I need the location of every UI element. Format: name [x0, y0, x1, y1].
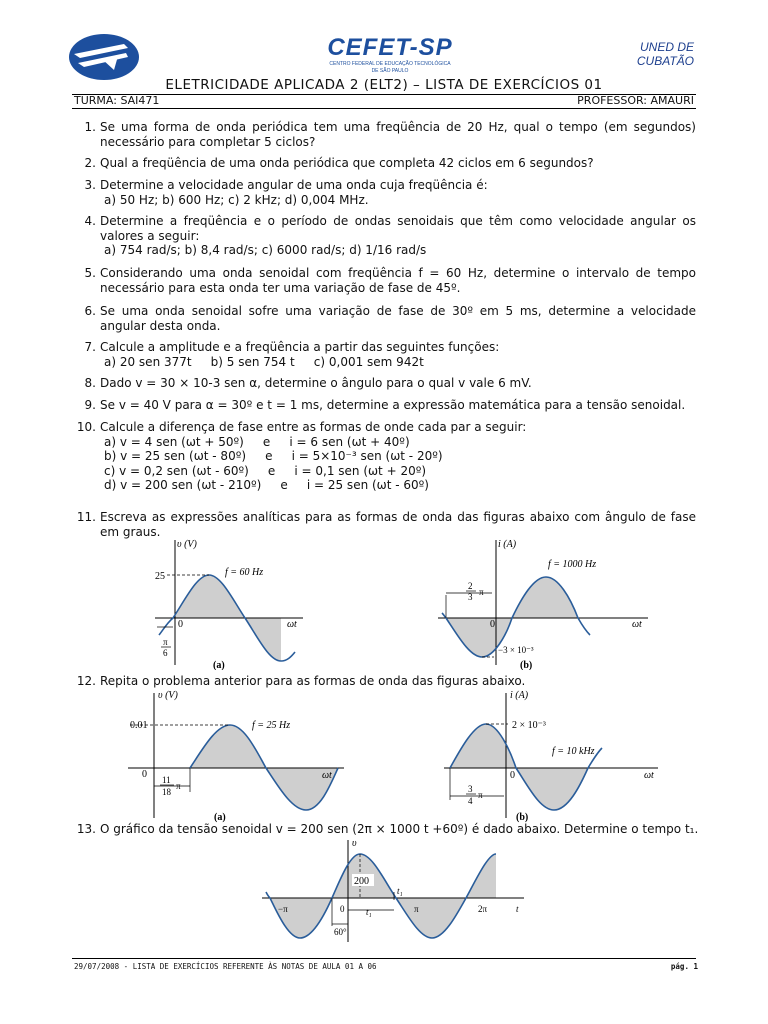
institution-wordmark: [300, 36, 480, 74]
frequency-label: f = 10 kHz: [552, 746, 595, 757]
question-number: 3.: [84, 178, 96, 192]
origin-label: 0: [178, 619, 183, 630]
frequency-label: f = 1000 Hz: [548, 559, 597, 570]
header-rule-bottom: [72, 108, 696, 109]
question-number: 5.: [84, 266, 96, 280]
amplitude-label: 0.01: [130, 720, 148, 731]
figure-13: [256, 836, 528, 948]
unit-line-1: UNED DE: [639, 40, 694, 54]
phase-numerator: 11: [162, 775, 171, 785]
frequency-label: f = 25 Hz: [252, 720, 291, 731]
question-number: 4.: [84, 214, 96, 228]
question-number: 6.: [84, 304, 96, 318]
page-number: pág. 1: [670, 962, 698, 971]
question-text: Qual a freqüência de uma onda periódica que completa 42 ciclos em 6 segundos?: [100, 156, 594, 170]
frequency-label: f = 60 Hz: [225, 567, 264, 578]
class-label: TURMA: SAI471: [74, 94, 160, 107]
y-axis-label: i (A): [498, 539, 517, 550]
question-text: Determine a velocidade angular de uma onda cuja freqüência é: a) 50 Hz; b) 600 Hz; c) 2 kHz; d) 0,004 MHz.: [100, 178, 488, 207]
figure-12b: [440, 688, 662, 823]
figure-12a: [126, 688, 346, 823]
figure-caption: (b): [520, 660, 533, 670]
question-number: 11.: [76, 510, 96, 524]
amplitude-label: 200: [354, 876, 369, 887]
x-axis-label: ωt: [287, 619, 297, 630]
x-axis-label: ωt: [322, 770, 332, 781]
question-text: O gráfico da tensão senoidal v = 200 sen (2π × 1000 t +60º) é dado abaixo. Determine o tempo t₁.: [100, 822, 699, 836]
phase-label: 60°: [334, 927, 347, 937]
question-text: Escreva as expressões analíticas para as formas de onda das figuras abaixo com ângulo de fase em graus.: [100, 510, 696, 539]
page-footer: [74, 962, 698, 971]
page-title: ELETRICIDADE APLICADA 2 (ELT2) – LISTA DE EXERCÍCIOS 01: [165, 77, 603, 93]
unit-line-2: CUBATÃO: [636, 54, 694, 68]
phase-denominator: 6: [163, 648, 168, 658]
question-text: Se uma onda senoidal sofre uma variação de fase de 30º em 5 ms, determine a velocidade angular desta onda.: [100, 304, 696, 333]
two-pi-label: 2π: [478, 904, 488, 914]
question-text: Calcule a diferença de fase entre as formas de onde cada par a seguir: a) v = 4 sen (ωt + 50º) e i = 6 sen (ωt + 40º) b) v = 25 sen (ωt - 80º) e i = 5×10⁻³ sen (ωt - 20º) c) v = 0,2 sen (ωt - 60º) e i = 0,1 sen (ωt + 20º) d) v = 200 sen (ωt - 210º) e i = 25 sen (ωt - 60º): [100, 420, 527, 493]
figure-caption: (a): [214, 812, 226, 823]
phase-pi: π: [479, 587, 484, 597]
origin-label: 0: [490, 619, 495, 630]
question-text: Determine a freqüência e o período de ondas senoidais que têm como velocidade angular os valores a seguir: a) 754 rad/s; b) 8,4 rad/s; c) 6000 rad/s; d) 1/16 rad/s: [100, 214, 696, 258]
question-number: 8.: [84, 376, 96, 390]
origin-label: 0: [340, 904, 345, 914]
question-text: Se v = 40 V para α = 30º e t = 1 ms, determine a expressão matemática para a tensão senoidal.: [100, 398, 686, 412]
question-number: 1.: [84, 120, 96, 134]
footer-rule: [72, 958, 696, 959]
institution-name: CEFET-SP: [327, 34, 453, 61]
y-axis-label: υ (V): [177, 539, 197, 550]
question-number: 10.: [76, 420, 96, 434]
phase-pi: π: [478, 790, 483, 800]
question-text: Considerando uma onda senoidal com freqüência f = 60 Hz, determine o intervalo de tempo necessário para esta onda ter uma variação de fase de 45º.: [100, 266, 696, 295]
phase-pi: π: [176, 781, 181, 791]
y-axis-label: i (A): [510, 690, 529, 701]
phase-numerator: 3: [468, 784, 473, 794]
question-number: 2.: [84, 156, 96, 170]
phase-denominator: 4: [468, 796, 473, 806]
figure-11a: [145, 535, 305, 670]
question-number: 13.: [76, 822, 96, 836]
institution-logo: [66, 32, 142, 82]
question-number: 9.: [84, 398, 96, 412]
unit-name: [637, 40, 694, 68]
origin-label: 0: [142, 769, 147, 780]
neg-pi-label: −π: [278, 904, 288, 914]
amplitude-label: −3 × 10⁻³: [498, 645, 534, 655]
phase-numerator: 2: [468, 581, 473, 591]
pi-label: π: [414, 904, 419, 914]
footer-text: 29/07/2008 - LISTA DE EXERCÍCIOS REFERENTE ÀS NOTAS DE AULA 01 A 06: [74, 962, 377, 971]
figure-11b: [432, 535, 652, 670]
t1-top-label: t₁: [397, 886, 403, 896]
amplitude-label: 25: [155, 571, 165, 582]
phase-denominator: 3: [468, 592, 473, 602]
figure-caption: (a): [213, 660, 225, 670]
question-text: Calcule a amplitude e a freqüência a partir das seguintes funções: a) 20 sen 377t b) 5 sen 754 t c) 0,001 sem 942t: [100, 340, 500, 369]
x-axis-label: ωt: [632, 619, 642, 630]
question-text: Repita o problema anterior para as formas de onda das figuras abaixo.: [100, 674, 526, 688]
phase-denominator: 18: [162, 787, 171, 797]
t1-label: t₁: [366, 907, 372, 917]
question-number: 12.: [76, 674, 96, 688]
x-axis-label: ωt: [644, 770, 654, 781]
y-axis-label: υ (V): [158, 690, 178, 701]
question-text: Dado v = 30 × 10-3 sen α, determine o ângulo para o qual v vale 6 mV.: [100, 376, 532, 390]
amplitude-label: 2 × 10⁻³: [512, 720, 546, 731]
institution-subtitle-2: DE SÃO PAULO: [371, 68, 409, 74]
question-text: Se uma forma de onda periódica tem uma freqüência de 20 Hz, qual o tempo (em segundos) necessário para completar 5 ciclos?: [100, 120, 696, 149]
institution-subtitle-1: CENTRO FEDERAL DE EDUCAÇÃO TECNOLÓGICA: [329, 61, 451, 67]
figure-caption: (b): [516, 812, 529, 823]
x-axis-label: t: [516, 904, 519, 914]
origin-label: 0: [510, 770, 515, 781]
y-axis-label: υ: [352, 838, 357, 849]
phase-numerator: π: [163, 637, 168, 647]
question-number: 7.: [84, 340, 96, 354]
professor-label: PROFESSOR: AMAURI: [577, 94, 694, 107]
